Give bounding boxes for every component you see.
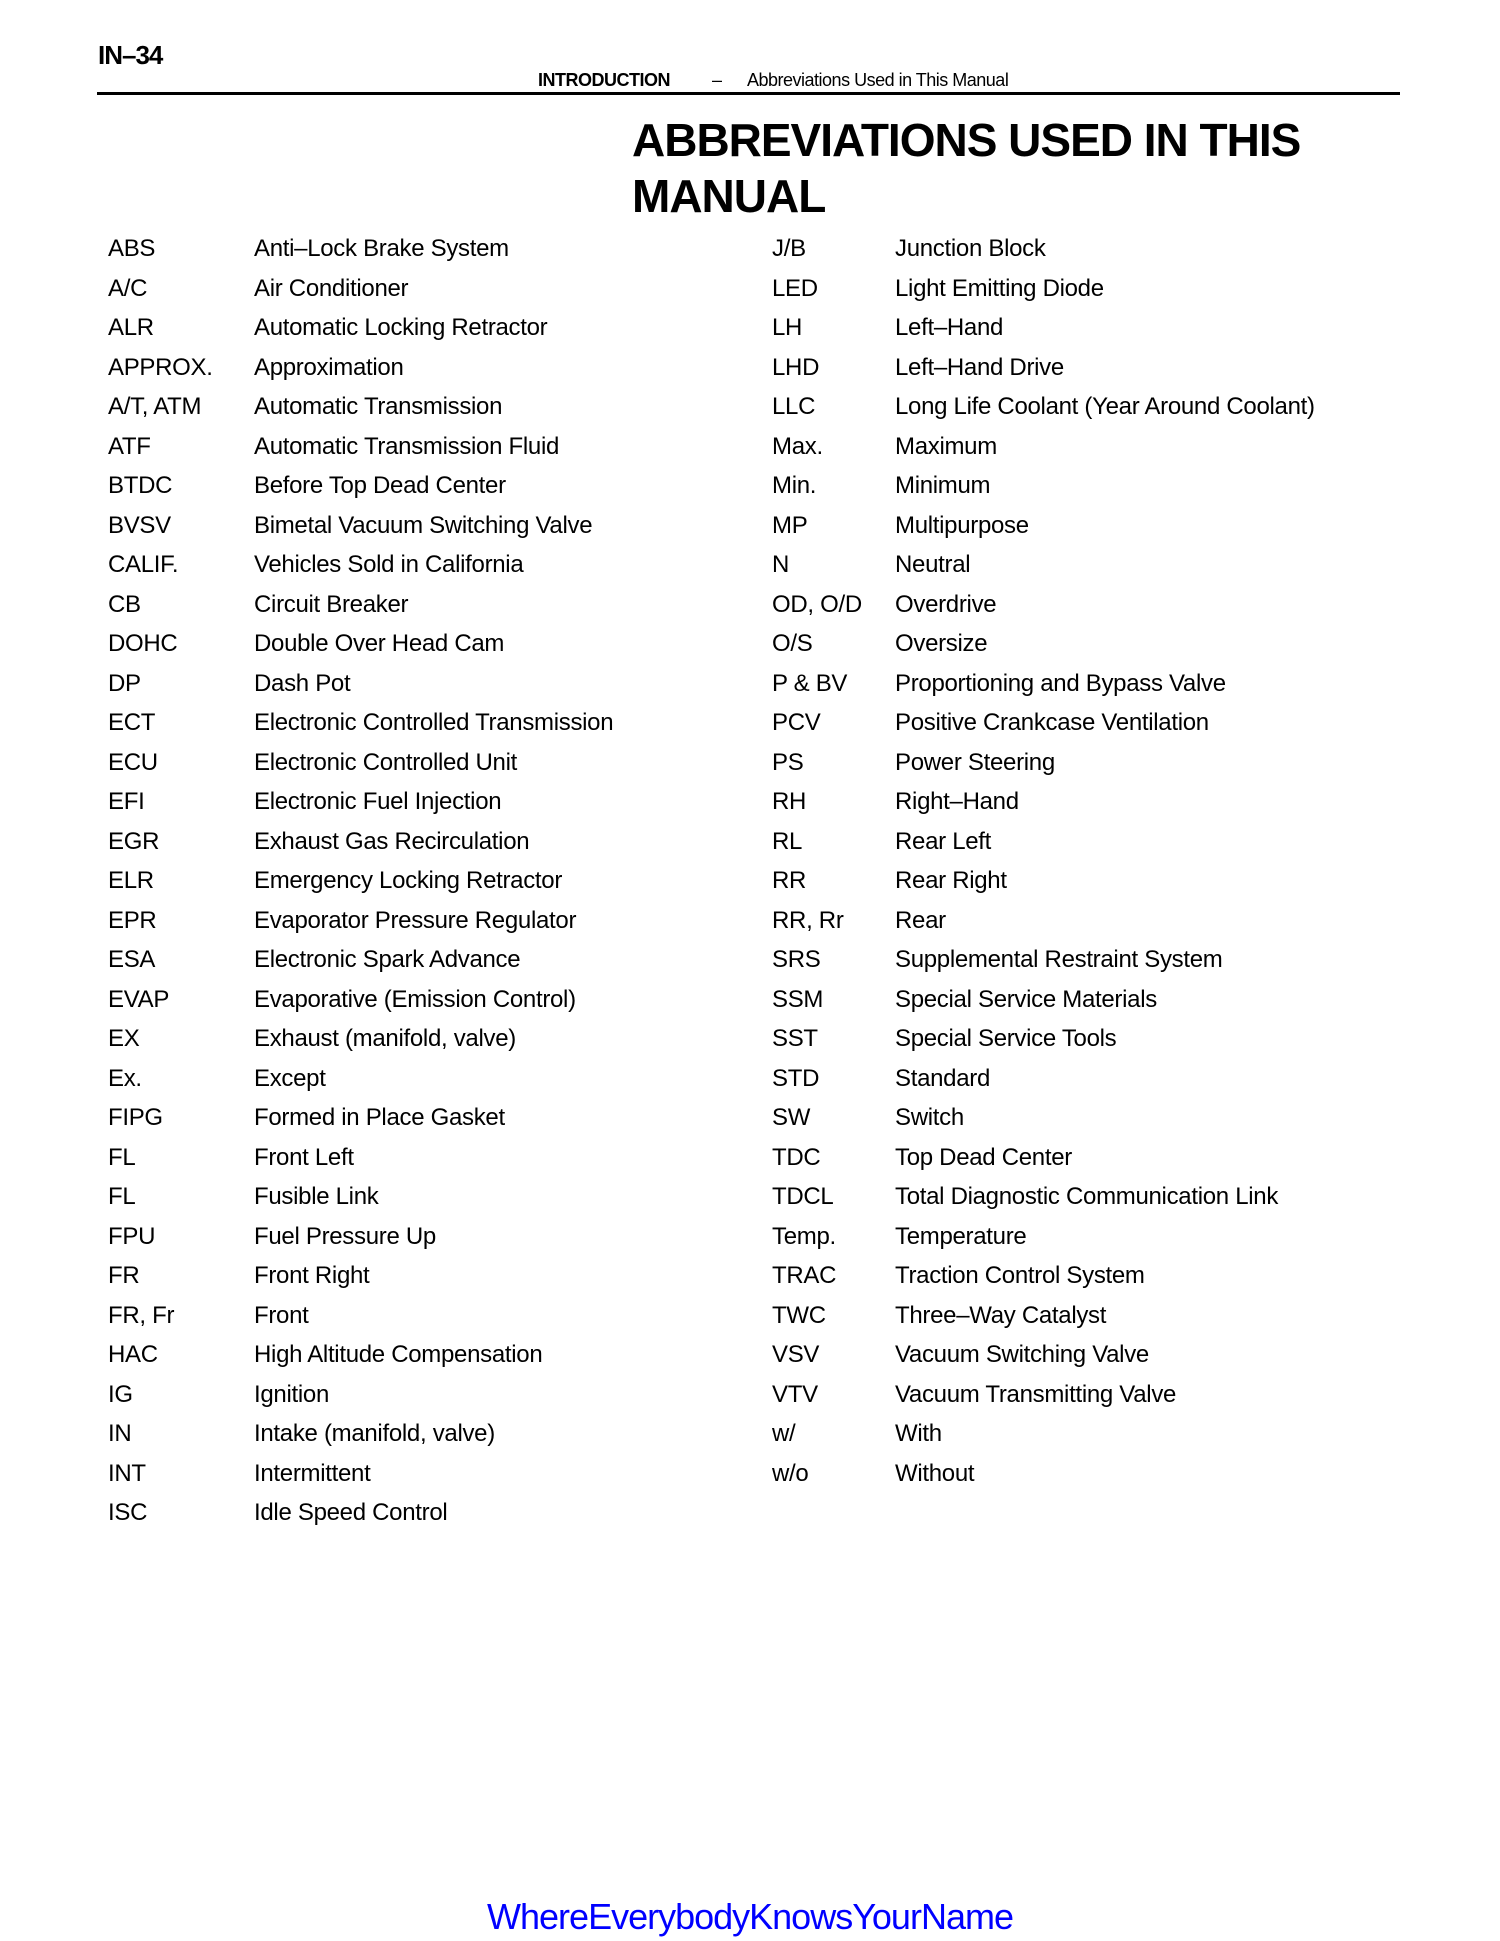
abbreviation-meaning: Air Conditioner (254, 274, 409, 302)
abbreviation-meaning: Bimetal Vacuum Switching Valve (254, 511, 593, 539)
abbreviation-meaning: Emergency Locking Retractor (254, 867, 563, 894)
abbreviation-meaning: Positive Crankcase Ventilation (895, 709, 1209, 736)
abbreviation-meaning: Vacuum Switching Valve (895, 1341, 1149, 1368)
abbreviation-meaning: Power Steering (895, 748, 1055, 776)
abbreviation-term: A/T, ATM (108, 393, 202, 420)
abbreviation-term: DP (108, 669, 141, 697)
abbreviation-term: Min. (772, 472, 817, 499)
title-line-1: ABBREVIATIONS USED IN THIS (632, 114, 1301, 166)
abbreviation-meaning: Neutral (895, 551, 971, 578)
abbreviation-meaning: Automatic Transmission (254, 393, 503, 420)
abbreviation-meaning: Electronic Controlled Transmission (254, 709, 614, 736)
abbreviation-meaning: Temperature (895, 1222, 1027, 1250)
abbreviation-meaning: Front Right (254, 1262, 370, 1289)
abbreviation-meaning: Special Service Materials (895, 985, 1157, 1013)
abbreviation-meaning: Fusible Link (254, 1183, 379, 1210)
abbreviation-meaning: Standard (895, 1064, 991, 1092)
abbreviation-term: A/C (108, 274, 148, 302)
abbreviation-meaning: Vehicles Sold in California (254, 551, 524, 578)
abbreviation-meaning: Fuel Pressure Up (254, 1222, 436, 1250)
header-separator: – (712, 70, 722, 90)
abbreviation-term: INT (108, 1459, 146, 1487)
abbreviation-meaning: Front Left (254, 1143, 354, 1171)
abbreviation-term: Max. (772, 432, 823, 460)
header-rule (97, 92, 1400, 95)
abbreviation-term: ESA (108, 946, 156, 973)
abbreviation-term: FR, Fr (108, 1301, 175, 1329)
abbreviation-term: O/S (772, 630, 813, 657)
abbreviation-term: RL (772, 827, 803, 855)
abbreviation-meaning: Left–Hand (895, 314, 1004, 341)
abbreviation-term: EGR (108, 827, 160, 855)
abbreviation-term: BVSV (108, 511, 171, 539)
abbreviation-term: FL (108, 1183, 136, 1210)
abbreviation-meaning: Special Service Tools (895, 1025, 1117, 1052)
abbreviation-term: FIPG (108, 1104, 163, 1131)
abbreviation-meaning: Without (895, 1459, 975, 1487)
abbreviation-meaning: Traction Control System (895, 1262, 1145, 1289)
abbreviation-term: EPR (108, 906, 157, 934)
abbreviation-meaning: Light Emitting Diode (895, 274, 1104, 302)
abbreviation-meaning: Dash Pot (254, 669, 351, 697)
abbreviation-term: HAC (108, 1341, 158, 1368)
abbreviation-term: ALR (108, 314, 154, 341)
abbreviation-meaning: Electronic Spark Advance (254, 946, 521, 973)
abbreviation-meaning: Minimum (895, 472, 991, 499)
abbreviation-meaning: Right–Hand (895, 788, 1019, 815)
abbreviation-term: TRAC (772, 1262, 837, 1289)
abbreviation-term: SW (772, 1104, 811, 1131)
abbreviation-meaning: Electronic Controlled Unit (254, 748, 517, 776)
abbreviation-term: IG (108, 1380, 133, 1408)
abbreviation-term: STD (772, 1064, 820, 1092)
watermark: WhereEverybodyKnowsYourName (487, 1896, 1013, 1937)
abbreviation-meaning: Switch (895, 1104, 964, 1131)
abbreviation-term: LLC (772, 393, 816, 420)
abbreviation-meaning: Junction Block (895, 235, 1046, 262)
abbreviation-meaning: Idle Speed Control (254, 1499, 448, 1526)
abbreviation-term: VSV (772, 1341, 820, 1368)
abbreviation-term: OD, O/D (772, 590, 862, 618)
abbreviation-term: Ex. (108, 1064, 142, 1092)
abbreviation-term: RR, Rr (772, 906, 844, 934)
abbreviation-term: TWC (772, 1301, 826, 1329)
abbreviation-term: TDC (772, 1143, 821, 1171)
abbreviation-meaning: Top Dead Center (895, 1143, 1072, 1171)
page-number: IN–34 (98, 40, 163, 70)
abbreviation-term: w/ (772, 1420, 796, 1447)
abbreviation-meaning: Ignition (254, 1380, 329, 1408)
abbreviation-meaning: Automatic Transmission Fluid (254, 432, 560, 460)
abbreviation-term: RR (772, 867, 807, 894)
abbreviation-term: PCV (772, 709, 821, 736)
abbreviation-meaning: Approximation (254, 353, 404, 381)
abbreviation-term: VTV (772, 1380, 818, 1408)
abbreviation-meaning: High Altitude Compensation (254, 1341, 543, 1368)
abbreviation-meaning: Rear (895, 906, 946, 934)
abbreviation-term: ECT (108, 709, 156, 736)
abbreviation-term: w/o (772, 1459, 809, 1487)
abbreviation-term: APPROX. (108, 353, 213, 381)
abbreviation-meaning: Intake (manifold, valve) (254, 1420, 495, 1447)
abbreviation-meaning: Multipurpose (895, 511, 1029, 539)
abbreviation-meaning: Total Diagnostic Communication Link (895, 1183, 1279, 1210)
abbreviation-term: SST (772, 1025, 818, 1052)
abbreviation-term: IN (108, 1420, 132, 1447)
abbreviation-term: TDCL (772, 1183, 834, 1210)
abbreviation-meaning: Automatic Locking Retractor (254, 314, 548, 341)
abbreviation-meaning: Exhaust Gas Recirculation (254, 827, 530, 855)
abbreviation-meaning: Anti–Lock Brake System (254, 235, 509, 262)
abbreviation-term: FL (108, 1143, 136, 1171)
abbreviation-term: P & BV (772, 669, 848, 697)
abbreviation-term: ATF (108, 432, 151, 460)
abbreviation-term: ECU (108, 748, 158, 776)
abbreviation-term: CALIF. (108, 551, 179, 578)
abbreviation-term: LED (772, 274, 818, 302)
abbreviation-term: SSM (772, 985, 824, 1013)
abbreviation-meaning: Intermittent (254, 1459, 371, 1487)
abbreviation-meaning: Evaporative (Emission Control) (254, 985, 576, 1013)
abbreviation-term: J/B (772, 235, 806, 262)
abbreviation-meaning: Maximum (895, 432, 997, 460)
abbreviation-term: ABS (108, 235, 156, 262)
abbreviation-term: FR (108, 1262, 140, 1289)
abbreviation-meaning: Exhaust (manifold, valve) (254, 1025, 516, 1052)
abbreviation-meaning: Oversize (895, 630, 988, 657)
abbreviation-term: N (772, 551, 790, 578)
abbreviation-term: EVAP (108, 985, 170, 1013)
abbreviation-meaning: Electronic Fuel Injection (254, 788, 502, 815)
abbreviation-term: EX (108, 1025, 140, 1052)
abbreviation-meaning: Double Over Head Cam (254, 630, 505, 657)
abbreviation-term: PS (772, 748, 804, 776)
abbreviation-meaning: Rear Left (895, 827, 992, 855)
abbreviation-meaning: With (895, 1420, 942, 1447)
page-title (632, 112, 1300, 224)
abbreviation-meaning: Proportioning and Bypass Valve (895, 669, 1226, 697)
abbreviation-meaning: Long Life Coolant (Year Around Coolant) (895, 393, 1315, 420)
header-subsection: Abbreviations Used in This Manual (747, 70, 1009, 90)
abbreviation-term: LHD (772, 353, 820, 381)
abbreviation-meaning: Left–Hand Drive (895, 353, 1064, 381)
abbreviation-term: Temp. (772, 1222, 836, 1250)
abbreviation-meaning: Circuit Breaker (254, 590, 409, 618)
abbreviation-meaning: Three–Way Catalyst (895, 1301, 1107, 1329)
abbreviation-meaning: Overdrive (895, 590, 997, 618)
abbreviation-meaning: Supplemental Restraint System (895, 946, 1223, 973)
abbreviation-term: ISC (108, 1499, 148, 1526)
abbreviation-meaning: Before Top Dead Center (254, 472, 506, 499)
abbreviation-meaning: Front (254, 1301, 309, 1329)
abbreviation-meaning: Formed in Place Gasket (254, 1104, 505, 1131)
title-line-2: MANUAL (632, 170, 826, 222)
header-section: INTRODUCTION (538, 70, 670, 90)
abbreviation-term: EFI (108, 788, 145, 815)
abbreviation-term: LH (772, 314, 803, 341)
abbreviation-term: FPU (108, 1222, 156, 1250)
abbreviation-meaning: Rear Right (895, 867, 1007, 894)
abbreviation-term: CB (108, 590, 141, 618)
abbreviation-term: SRS (772, 946, 821, 973)
abbreviation-term: RH (772, 788, 807, 815)
abbreviation-meaning: Evaporator Pressure Regulator (254, 906, 577, 934)
abbreviation-term: DOHC (108, 630, 178, 657)
abbreviation-term: BTDC (108, 472, 173, 499)
abbreviation-term: ELR (108, 867, 154, 894)
abbreviation-meaning: Except (254, 1064, 326, 1092)
abbreviation-term: MP (772, 511, 808, 539)
abbreviation-meaning: Vacuum Transmitting Valve (895, 1380, 1177, 1408)
